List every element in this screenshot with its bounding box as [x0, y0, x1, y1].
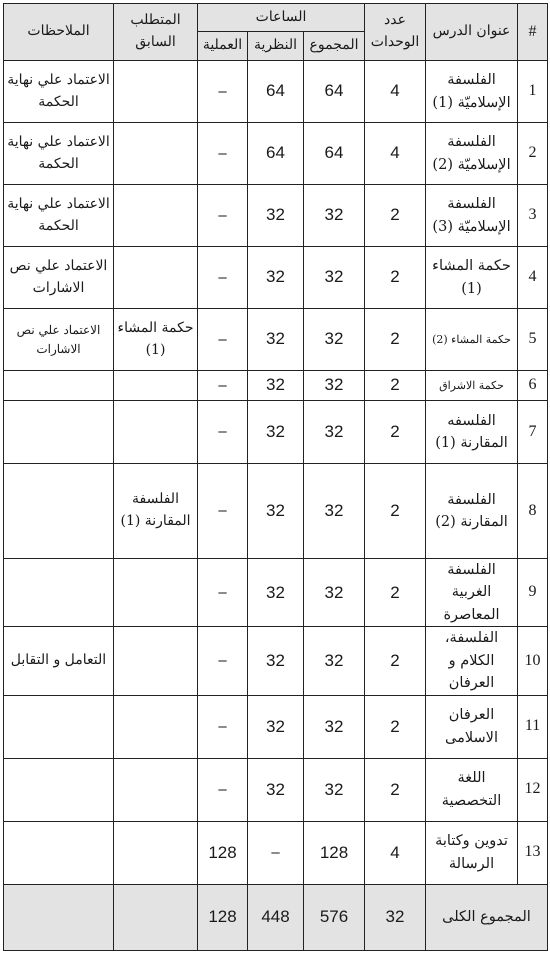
- row-total: 64: [304, 61, 365, 123]
- row-notes: [4, 821, 114, 884]
- table-row: [4, 627, 548, 695]
- row-practical: –: [198, 371, 248, 401]
- header-practical: العملية: [198, 32, 248, 61]
- table-row: [4, 61, 548, 123]
- row-title: تدوين وكتابة الرسالة: [426, 821, 518, 884]
- row-total: 128: [304, 821, 365, 884]
- row-index: 12: [518, 758, 548, 821]
- totals-total: 576: [304, 884, 365, 950]
- row-total: 32: [304, 309, 365, 371]
- totals-practical: 128: [198, 884, 248, 950]
- row-notes: [4, 695, 114, 758]
- table-row: [4, 247, 548, 309]
- row-units: 4: [365, 123, 426, 185]
- row-prereq: [114, 695, 198, 758]
- row-notes: [4, 464, 114, 559]
- row-notes: [4, 559, 114, 627]
- row-index: 3: [518, 185, 548, 247]
- row-practical: 128: [198, 821, 248, 884]
- row-theory: 64: [248, 61, 304, 123]
- row-index: 13: [518, 821, 548, 884]
- row-index: 5: [518, 309, 548, 371]
- row-practical: –: [198, 123, 248, 185]
- header-theory: النظرية: [248, 32, 304, 61]
- totals-notes: [4, 884, 114, 950]
- row-prereq: [114, 61, 198, 123]
- header-index: #: [518, 4, 548, 61]
- header-hours-group: الساعات: [198, 4, 365, 32]
- table-row: [4, 309, 548, 371]
- header-notes: الملاحظات: [4, 4, 114, 61]
- row-index: 2: [518, 123, 548, 185]
- row-title: حكمة المشاء (2): [426, 309, 518, 371]
- row-units: 4: [365, 61, 426, 123]
- table-row: [4, 758, 548, 821]
- row-title: الفلسفه المقارنة (1): [426, 401, 518, 464]
- row-notes: الاعتماد علي نهاية الحكمة: [4, 123, 114, 185]
- row-practical: –: [198, 247, 248, 309]
- table-row: [4, 123, 548, 185]
- row-theory: 32: [248, 247, 304, 309]
- row-title: حكمة المشاء (1): [426, 247, 518, 309]
- row-notes: التعامل و التقابل: [4, 627, 114, 695]
- row-total: 32: [304, 464, 365, 559]
- row-practical: –: [198, 695, 248, 758]
- row-title: الفلسفة الإسلاميّة (2): [426, 123, 518, 185]
- row-total: 64: [304, 123, 365, 185]
- row-index: 7: [518, 401, 548, 464]
- row-units: 2: [365, 627, 426, 695]
- totals-theory: 448: [248, 884, 304, 950]
- row-total: 32: [304, 185, 365, 247]
- totals-units: 32: [365, 884, 426, 950]
- row-theory: 32: [248, 185, 304, 247]
- row-notes: الاعتماد علي نص الاشارات: [4, 309, 114, 371]
- row-index: 6: [518, 371, 548, 401]
- row-index: 9: [518, 559, 548, 627]
- row-total: 32: [304, 401, 365, 464]
- row-notes: [4, 371, 114, 401]
- row-theory: 32: [248, 559, 304, 627]
- row-prereq: [114, 758, 198, 821]
- row-title: العرفان الاسلامى: [426, 695, 518, 758]
- row-prereq: [114, 401, 198, 464]
- header-title: عنوان الدرس: [426, 4, 518, 61]
- row-theory: 64: [248, 123, 304, 185]
- table-row: [4, 185, 548, 247]
- row-theory: 32: [248, 464, 304, 559]
- table-row: [4, 371, 548, 401]
- row-units: 2: [365, 309, 426, 371]
- totals-label: المجموع الكلى: [426, 884, 548, 950]
- row-notes: [4, 758, 114, 821]
- row-prereq: [114, 247, 198, 309]
- row-prereq: [114, 185, 198, 247]
- totals-row: [4, 884, 548, 950]
- row-practical: –: [198, 309, 248, 371]
- row-title: الفلسفة الإسلاميّة (1): [426, 61, 518, 123]
- row-units: 2: [365, 401, 426, 464]
- totals-prereq: [114, 884, 198, 950]
- row-total: 32: [304, 247, 365, 309]
- row-title: الفلسفة، الكلام و العرفان: [426, 627, 518, 695]
- row-theory: 32: [248, 627, 304, 695]
- table-row: [4, 821, 548, 884]
- row-units: 2: [365, 559, 426, 627]
- row-index: 4: [518, 247, 548, 309]
- row-notes: الاعتماد علي نهاية الحكمة: [4, 61, 114, 123]
- row-practical: –: [198, 627, 248, 695]
- row-total: 32: [304, 758, 365, 821]
- row-prereq: [114, 627, 198, 695]
- row-title: اللغة التخصصية: [426, 758, 518, 821]
- row-notes: الاعتماد علي نهاية الحكمة: [4, 185, 114, 247]
- course-table: [3, 3, 548, 951]
- row-prereq: [114, 371, 198, 401]
- row-total: 32: [304, 695, 365, 758]
- row-total: 32: [304, 559, 365, 627]
- row-theory: 32: [248, 695, 304, 758]
- row-total: 32: [304, 371, 365, 401]
- row-practical: –: [198, 758, 248, 821]
- row-prereq: [114, 123, 198, 185]
- header-units: عدد الوحدات: [365, 4, 426, 61]
- row-prereq: حكمة المشاء (1): [114, 309, 198, 371]
- row-index: 1: [518, 61, 548, 123]
- row-units: 2: [365, 371, 426, 401]
- row-practical: –: [198, 401, 248, 464]
- row-title: حكمة الاشراق: [426, 371, 518, 401]
- row-theory: 32: [248, 309, 304, 371]
- row-index: 10: [518, 627, 548, 695]
- row-units: 2: [365, 695, 426, 758]
- row-theory: 32: [248, 401, 304, 464]
- row-title: الفلسفة الغربية المعاصرة: [426, 559, 518, 627]
- row-units: 2: [365, 758, 426, 821]
- row-title: الفلسفة المقارنة (2): [426, 464, 518, 559]
- row-theory: 32: [248, 758, 304, 821]
- table-row: [4, 695, 548, 758]
- header-total: المجموع: [304, 32, 365, 61]
- row-units: 2: [365, 464, 426, 559]
- row-theory: 32: [248, 371, 304, 401]
- row-index: 11: [518, 695, 548, 758]
- row-prereq: [114, 559, 198, 627]
- table-row: [4, 464, 548, 559]
- row-units: 2: [365, 185, 426, 247]
- table-row: [4, 559, 548, 627]
- row-practical: –: [198, 464, 248, 559]
- row-theory: –: [248, 821, 304, 884]
- row-units: 4: [365, 821, 426, 884]
- row-title: الفلسفة الإسلاميّة (3): [426, 185, 518, 247]
- row-total: 32: [304, 627, 365, 695]
- row-units: 2: [365, 247, 426, 309]
- row-prereq: [114, 821, 198, 884]
- table-row: [4, 401, 548, 464]
- row-index: 8: [518, 464, 548, 559]
- header-prereq: المتطلب السابق: [114, 4, 198, 61]
- row-practical: –: [198, 61, 248, 123]
- row-practical: –: [198, 185, 248, 247]
- row-practical: –: [198, 559, 248, 627]
- row-notes: الاعتماد علي نص الاشارات: [4, 247, 114, 309]
- row-notes: [4, 401, 114, 464]
- row-prereq: الفلسفة المقارنة (1): [114, 464, 198, 559]
